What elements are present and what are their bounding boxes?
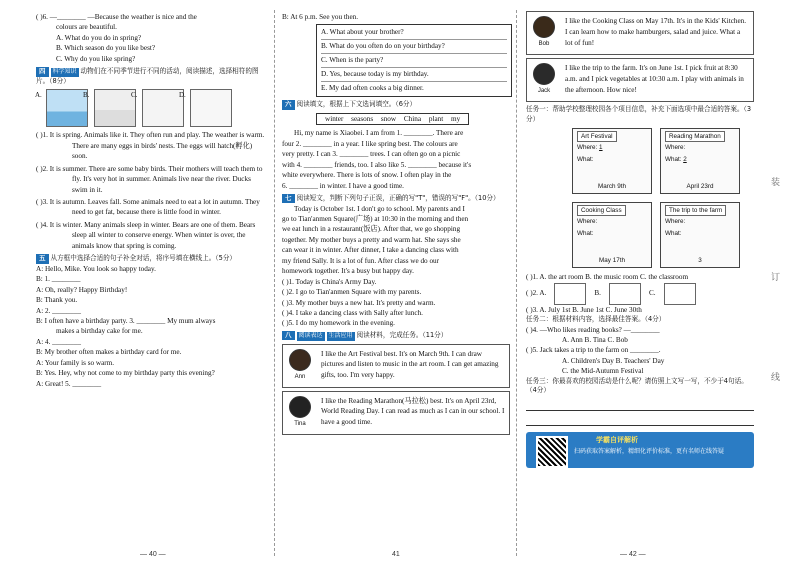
binding-mark: 装: [770, 178, 780, 188]
binding-mark: 订: [770, 273, 780, 283]
ann-text: I like the Art Festival best. It's on March 9th. I can draw pictures and listen to music in the art room. I can get amazing gifts, too. I'm very happy.: [321, 349, 499, 380]
promo-description: 扫码获取答案解析，精细化评价标准，更有名师在线答疑: [574, 447, 725, 455]
option-b: B. What do you often do on your birthday?: [321, 40, 507, 54]
q6-opt-c: C. Why do you like spring?: [56, 54, 136, 63]
item-4: ( )4. It is winter. Many animals sleep in winter. Bears are one of them. Bears sleep all winter to conserve energy. When winter is over, the animals know that spring is coming.: [36, 220, 256, 250]
task-1: 任务一：帮助学校整理校园各个项目信息，补充下面选项中最合适的答案。（3分）: [526, 105, 752, 123]
qr-code-icon[interactable]: [536, 436, 568, 468]
section-7-header: [282, 194, 510, 204]
dialog-line: A: Your family is so warm.: [36, 358, 115, 367]
tf-item: ( )2. I go to Tian'anmen Square with my parents.: [282, 288, 422, 297]
self-assessment-banner[interactable]: [526, 432, 754, 468]
dialog-line: makes a birthday cake for me.: [56, 327, 143, 336]
story-line: go to Tian'anmen Square(广场) at 10:30 in the morning and then: [282, 215, 469, 224]
option-b-image: [609, 283, 641, 305]
animal-pictures: [35, 89, 268, 127]
picture-c-tree: C.: [142, 89, 184, 127]
task-2: 任务二：根据材料内容，选择最佳答案。（4分）: [526, 314, 666, 323]
q6-line1: ( )6. —________ —Because the weather is nice and the: [36, 13, 197, 21]
section-7-label: 七: [282, 194, 295, 203]
option-c-image: [664, 283, 696, 305]
bob-card: [526, 11, 754, 55]
bob-name: Bob: [538, 41, 550, 47]
story-line: Today is October 1st. I don't go to school. My parents and I: [294, 204, 465, 213]
page-number-40: — 40 —: [140, 551, 166, 558]
section-5-header: [36, 254, 268, 264]
tina-avatar: [287, 396, 313, 430]
dialog-line: A: Oh, really? Happy Birthday!: [36, 285, 128, 294]
dialog-line: B: Yes. Hey, why not come to my birthday party this evening?: [36, 369, 215, 378]
task2-q4-options: A. Ann B. Tina C. Bob: [562, 335, 628, 344]
task-3: 任务三：你最喜欢的校园活动是什么呢？请仿照上文写一写，不少于4句话。（4分）: [526, 376, 748, 395]
ann-avatar: [287, 349, 313, 383]
story-line: homework together. It's a busy but happy day.: [282, 267, 414, 276]
card-art-festival: Art Festival Where: 1 What: March 9th: [572, 128, 652, 194]
section-5-title: 从方框中选择合适的句子补全对话，将序号填在横线上。（5分）: [50, 254, 237, 263]
task2-q5-options-2: C. the Mid-Autumn Festival: [562, 367, 644, 376]
bob-text: I like the Cooking Class on May 17th. It's in the Kids' Kitchen. I can learn how to make hamburgers, salad and juice. What a lot of fun!: [565, 17, 747, 47]
option-c: C. When is the party?: [321, 54, 507, 68]
tina-text: I like the Reading Marathon(马拉松) best. It's on April 23rd, World Reading Day. I can read as much as I can in our school. I have a good time.: [321, 396, 505, 427]
tf-item: ( )1. Today is China's Army Day.: [282, 277, 377, 286]
passage-line: Hi, my name is Xiaobei. I am from 1. ________. There are: [294, 129, 464, 138]
jack-card: [526, 58, 754, 102]
dialog-line: A: 2. ________: [36, 306, 81, 315]
section-4-label: 四: [36, 67, 49, 76]
tf-item: ( )4. I take a dancing class with Sally after lunch.: [282, 308, 423, 317]
writing-line[interactable]: [526, 398, 754, 411]
q6-opt-b: B. Which season do you like best?: [56, 44, 156, 53]
story-line: can wear it in winter. After dinner, I take a dancing class with: [282, 246, 459, 255]
dialog-line: A: 4. ________: [36, 337, 81, 346]
section-8-header: [282, 331, 510, 341]
story-line: we eat lunch in a restaurant(饭店). After that, we go shopping: [282, 225, 461, 234]
section-8-title: 阅读材料，完成任务。（11分）: [356, 330, 448, 339]
festival-cards: [572, 128, 754, 268]
dialog-line: A: Great! 5. ________: [36, 379, 102, 388]
blank-1: 1: [599, 144, 603, 152]
binding-mark: 线: [770, 373, 780, 383]
tf-item: ( )3. My mother buys a new hat. It's pretty and warm.: [282, 298, 436, 307]
option-a-image: [554, 283, 586, 305]
column-divider: [516, 10, 517, 556]
card-cooking-class: Cooking Class Where: What: May 17th: [572, 202, 652, 268]
ann-card: [282, 344, 510, 388]
jack-avatar: [531, 63, 557, 97]
section-4-header: [36, 67, 268, 86]
dialog-line: A: Hello, Mike. You look so happy today.: [36, 264, 156, 273]
task2-q5: ( )5. Jack takes a trip to the farm on ________.: [526, 346, 661, 355]
dialog-line: B: 1. ________: [36, 275, 81, 284]
option-a: A. What about your brother?: [321, 26, 507, 40]
options-box: [316, 24, 512, 97]
passage-line: very pretty. I can 3. ________ trees. I can often go on a picnic: [282, 150, 461, 159]
q6-opt-a: A. What do you do in spring?: [56, 33, 142, 42]
dialog-line: B: My brother often makes a birthday card for me.: [36, 348, 182, 357]
passage-line: four 2. ________ in a year. I like spring best. The colours are: [282, 139, 458, 148]
item-3: ( )3. It is autumn. Leaves fall. Some animals need to eat a lot in autumn. They need to get fat, because there is little food in winter.: [36, 198, 260, 217]
item-2: ( )2. It is summer. There are some baby birds. Their mothers will teach them to fly. It's very hot in summer. Animals live near the river. Ducks swim in it.: [36, 164, 263, 194]
page-41: [282, 12, 510, 438]
dialog-line: B: I often have a birthday party. 3. ________ My mum always: [36, 316, 216, 325]
section-8-tag2: 生活应用: [328, 332, 353, 339]
blank-2: 2: [683, 156, 687, 164]
dialog-line: B: Thank you.: [36, 296, 78, 305]
jack-text: I like the trip to the farm. It's on June 1st. I pick fruit at 8:30 a.m. and I pick vegetables at 10:30 a.m. I play with animals in the afternoon. How nice!: [565, 64, 744, 94]
tina-name: Tina: [294, 420, 306, 427]
question-3: ( )3. A. July 1st B. June 1st C. June 30th: [526, 305, 642, 314]
card-farm-trip: The trip to the farm Where: What: 3: [660, 202, 740, 268]
column-divider: [274, 10, 275, 556]
story-line: together. My mother buys a pretty and warm hat. She says she: [282, 235, 461, 244]
option-d: D. Yes, because today is my birthday.: [321, 68, 507, 82]
tina-card: [282, 391, 510, 435]
story-line: my friend Sally. It is a lot of fun. After class we do our: [282, 256, 440, 265]
section-5-label: 五: [36, 254, 49, 263]
tf-item: ( )5. I do my homework in the evening.: [282, 319, 395, 328]
section-7-title: 阅读短文，判断下列句子正误，正确的写"T"，错误的写"F"。（10分）: [296, 194, 500, 203]
task2-q5-options-1: A. Children's Day B. Teachers' Day: [562, 356, 665, 365]
section-8-tag: 阅读表达: [298, 332, 323, 339]
page-40: [36, 12, 268, 389]
task2-q4: ( )4. —Who likes reading books? —________: [526, 325, 660, 334]
section-6-title: 阅读填文，根据上下文选词填空。（6分）: [296, 100, 417, 109]
q6-line2: colours are beautiful.: [56, 23, 117, 32]
passage-line: white everywhere. There is lots of snow. I often play in the: [282, 171, 452, 180]
option-e: E. My dad often cooks a big dinner.: [321, 84, 424, 93]
bob-avatar: [531, 16, 557, 50]
writing-line[interactable]: [526, 413, 754, 426]
section-4-title: 动物们在不同季节进行不同的活动，阅读描述，选择相符的图片。（8分）: [36, 67, 259, 85]
ann-name: Ann: [294, 373, 306, 380]
card-reading-marathon: Reading Marathon Where: What: 2 April 23rd: [660, 128, 740, 194]
promo-title: 学霸自评解析: [596, 435, 638, 444]
section-8-label: 八: [282, 331, 295, 340]
picture-b-bear: B.: [94, 89, 136, 127]
word-bank: winter seasons snow China plant my: [316, 113, 469, 125]
item-1: ( )1. It is spring. Animals like it. They often run and play. The weather is warm. There are many eggs in birds' nests. The eggs will hatch(孵化) soon.: [36, 131, 265, 161]
question-1: ( )1. A. the art room B. the music room C. the classroom: [526, 273, 689, 282]
page-number-41: 41: [392, 551, 400, 558]
section-4-tag: 科学知识: [52, 69, 77, 76]
jack-name: Jack: [537, 88, 551, 94]
section-6-header: [282, 100, 510, 110]
section-6-label: 六: [282, 100, 295, 109]
passage-line: 6. ________ in winter. I have a good time.: [282, 181, 404, 190]
picture-d-squirrel: D.: [190, 89, 232, 127]
passage-line: with 4. ________ friends, too. I also like 5. ________ because it's: [282, 160, 472, 169]
dialog-end: B: At 6 p.m. See you then.: [282, 13, 359, 21]
picture-a-ducks: A.: [46, 89, 88, 127]
page-42: [526, 8, 754, 468]
page-number-42: — 42 —: [620, 551, 646, 558]
question-2: ( )2. A. B. C.: [526, 283, 754, 305]
